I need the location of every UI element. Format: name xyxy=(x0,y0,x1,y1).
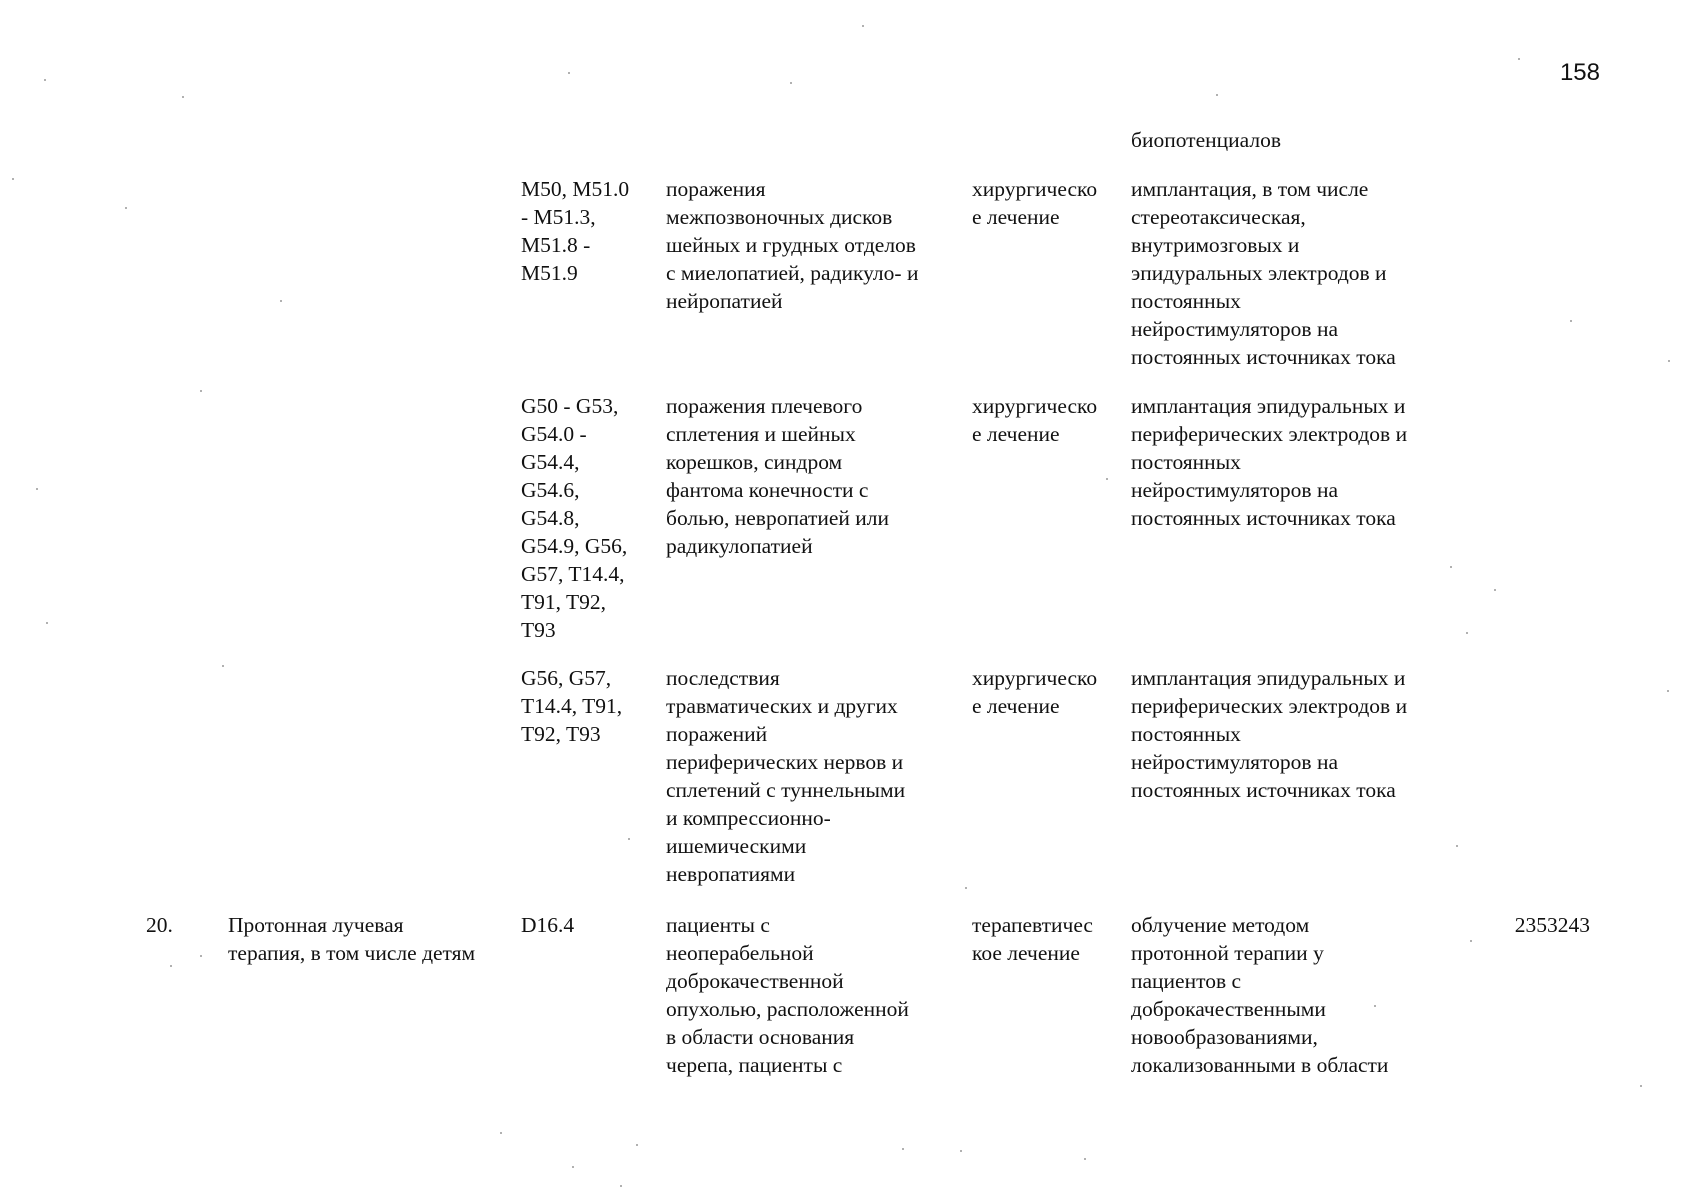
scan-speck xyxy=(572,1166,574,1168)
scan-speck xyxy=(280,300,282,302)
icd-codes-cell: G50 - G53, G54.0 - G54.4, G54.6, G54.8, G54.9, G56, G57, T14.4, T91, T92, T93 xyxy=(521,394,628,642)
scan-speck xyxy=(1667,690,1669,692)
scan-speck xyxy=(620,1185,622,1187)
scan-speck xyxy=(36,488,38,490)
scan-speck xyxy=(170,965,172,967)
scan-speck xyxy=(1640,1085,1642,1087)
scan-speck xyxy=(1106,478,1108,480)
treatment-method-cell: имплантация эпидуральных и периферических электродов и постоянных нейростимуляторов на постоянных источниках тока xyxy=(1131,394,1408,530)
page-number: 158 xyxy=(1559,59,1600,86)
scan-speck xyxy=(182,96,184,98)
treatment-type-cell: хирургическо е лечение xyxy=(972,394,1098,446)
patient-model-cell: поражения межпозвоночных дисков шейных и грудных отделов с миелопатией, радикуло- и нейропатией xyxy=(666,177,919,313)
patient-model-cell: последствия травматических и других поражений периферических нервов и сплетений с туннельными и компрессионно- ишемическими невропатиями xyxy=(666,666,906,886)
icd-codes-cell: D16.4 xyxy=(521,913,575,937)
scan-speck xyxy=(1494,589,1496,591)
scan-speck xyxy=(902,1148,904,1150)
treatment-type-cell: хирургическо е лечение xyxy=(972,177,1098,229)
treatment-type-cell: терапевтичес кое лечение xyxy=(972,913,1093,965)
treatment-method-cell: имплантация эпидуральных и периферических электродов и постоянных нейростимуляторов на постоянных источниках тока xyxy=(1131,666,1408,802)
scan-speck xyxy=(44,79,46,81)
scan-speck xyxy=(1518,58,1520,60)
scan-speck xyxy=(1374,1005,1376,1007)
scan-speck xyxy=(1470,940,1472,942)
scan-speck xyxy=(1466,632,1468,634)
scan-speck xyxy=(200,390,202,392)
scan-speck xyxy=(1450,566,1452,568)
treatment-type-cell: хирургическо е лечение xyxy=(972,666,1098,718)
scan-speck xyxy=(12,178,14,180)
scan-speck xyxy=(790,82,792,84)
scan-speck xyxy=(222,665,224,667)
scan-speck xyxy=(636,1144,638,1146)
icd-codes-cell: G56, G57, T14.4, T91, T92, T93 xyxy=(521,666,623,746)
scan-speck xyxy=(200,955,202,957)
scan-speck xyxy=(628,838,630,840)
scan-speck xyxy=(1084,1158,1086,1160)
scan-speck xyxy=(500,1132,502,1134)
treatment-method-cell: имплантация, в том числе стереотаксическая, внутримозговых и эпидуральных электродов и постоянных нейростимуляторов на постоянных источниках тока xyxy=(1131,177,1396,369)
treatment-method-cell: облучение методом протонной терапии у пациентов с доброкачественными новообразованиями, локализованными в области xyxy=(1131,913,1389,1077)
scan-speck xyxy=(568,72,570,74)
scan-speck xyxy=(1668,360,1670,362)
scan-speck xyxy=(125,207,127,209)
row-number-cell: 20. xyxy=(146,913,173,937)
scan-speck xyxy=(1216,94,1218,96)
icd-codes-cell: M50, M51.0 - M51.3, M51.8 - M51.9 xyxy=(521,177,630,285)
patient-model-cell: поражения плечевого сплетения и шейных корешков, синдром фантома конечности с болью, невропатией или радикулопатией xyxy=(666,394,890,558)
scan-speck xyxy=(862,25,864,27)
scan-speck xyxy=(965,887,967,889)
scan-speck xyxy=(960,1150,962,1152)
scan-speck xyxy=(1570,320,1572,322)
scan-speck xyxy=(46,622,48,624)
patient-model-cell: пациенты с неоперабельной доброкачественной опухолью, расположенной в области основания черепа, пациенты с xyxy=(666,913,909,1077)
cost-cell: 2353243 xyxy=(1514,913,1590,937)
treatment-method-cell: биопотенциалов xyxy=(1131,128,1281,152)
care-type-cell: Протонная лучевая терапия, в том числе детям xyxy=(228,913,476,965)
scan-speck xyxy=(1456,845,1458,847)
